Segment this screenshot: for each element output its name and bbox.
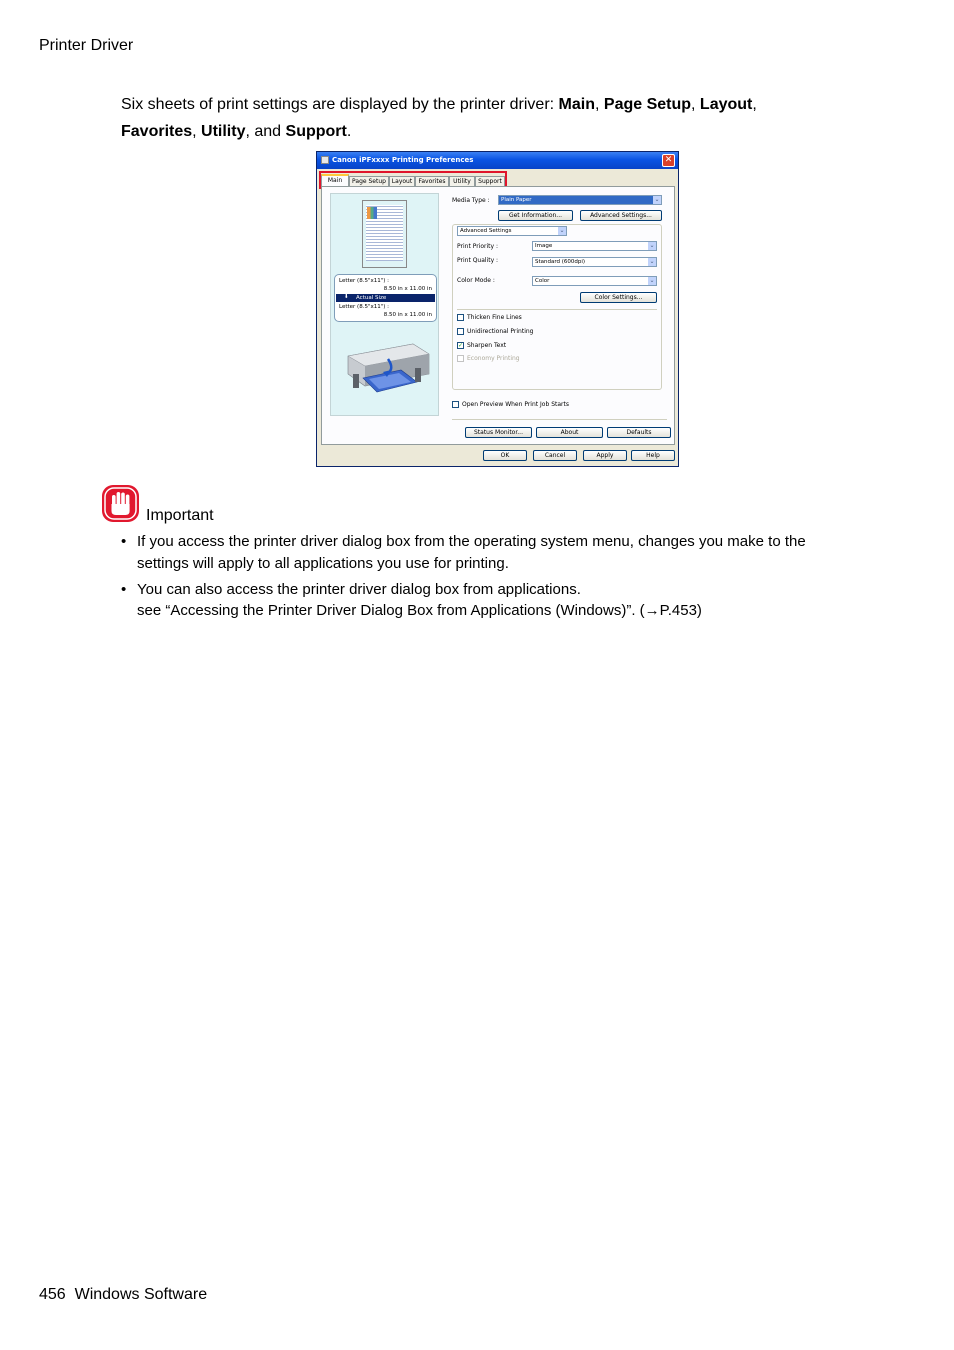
sheet-name-support: Support <box>285 123 347 140</box>
cross-reference: see “Accessing the Printer Driver Dialog Box from Applications (Windows)”. (→P.453) <box>137 602 702 619</box>
ok-button[interactable]: OK <box>483 450 527 461</box>
color-mode-value: Color <box>535 278 550 284</box>
tab-favorites[interactable]: Favorites <box>415 176 449 186</box>
about-button[interactable]: About <box>536 427 603 438</box>
page-preview-thumbnail <box>362 200 407 268</box>
separator: , <box>192 123 202 140</box>
sheet-name-layout: Layout <box>699 96 753 113</box>
print-priority-value: Image <box>535 243 553 249</box>
dialog-title: Canon iPFxxxx Printing Preferences <box>332 156 474 164</box>
bullet-text-line: You can also access the printer driver dialog box from applications. <box>137 581 581 598</box>
apply-button[interactable]: Apply <box>583 450 627 461</box>
sheet-name-page-setup: Page Setup <box>603 96 692 113</box>
help-button[interactable]: Help <box>631 450 675 461</box>
output-size-label: Letter (8.5"x11") : <box>339 304 390 310</box>
separator: , <box>691 96 700 113</box>
bullet-marker: • <box>121 533 127 550</box>
media-type-label: Media Type : <box>452 197 490 204</box>
sharpen-text-label: Sharpen Text <box>467 342 507 349</box>
chevron-down-icon: ⌄ <box>654 196 660 203</box>
thicken-fine-lines-checkbox[interactable] <box>457 314 464 321</box>
sharpen-text-checkbox[interactable]: ✓ <box>458 342 464 349</box>
important-title: Important <box>146 507 214 524</box>
divider <box>457 309 657 310</box>
economy-printing-label: Economy Printing <box>467 355 520 362</box>
important-hand-icon <box>101 484 140 523</box>
settings-mode-select[interactable] <box>457 226 567 236</box>
advanced-settings-button[interactable]: Advanced Settings... <box>580 210 662 221</box>
sheet-name-favorites: Favorites <box>121 123 193 140</box>
chevron-down-icon: ⌄ <box>649 258 655 265</box>
tab-layout[interactable]: Layout <box>389 176 415 186</box>
unidirectional-printing-checkbox[interactable] <box>457 328 464 335</box>
chevron-down-icon: ⌄ <box>649 242 655 249</box>
intro-text: Six sheets of print settings are displayed by the printer driver: <box>121 96 559 113</box>
open-preview-label: Open Preview When Print Job Starts <box>462 401 569 408</box>
printer-icon <box>321 156 329 164</box>
defaults-button[interactable]: Defaults <box>607 427 671 438</box>
paper-size-box <box>334 274 437 322</box>
print-priority-select[interactable] <box>532 241 657 251</box>
output-size-value: 8.50 in x 11.00 in <box>383 312 432 318</box>
chevron-down-icon: ⌄ <box>649 277 655 284</box>
footer-section: Windows Software <box>74 1286 208 1303</box>
print-quality-select[interactable] <box>532 257 657 267</box>
print-priority-label: Print Priority : <box>457 243 498 250</box>
print-quality-value: Standard (600dpi) <box>535 259 586 265</box>
input-size-value: 8.50 in x 11.00 in <box>383 286 432 292</box>
tab-main[interactable]: Main <box>321 174 349 187</box>
main-sheet-panel <box>321 186 675 445</box>
image-icon <box>367 207 377 219</box>
status-monitor-button[interactable]: Status Monitor... <box>465 427 532 438</box>
economy-printing-checkbox <box>457 355 464 362</box>
separator: , <box>595 96 604 113</box>
thicken-fine-lines-label: Thicken Fine Lines <box>467 314 522 321</box>
tab-support[interactable]: Support <box>475 176 505 186</box>
separator: , <box>752 96 757 113</box>
scaling-selection[interactable] <box>336 294 435 302</box>
scaling-label: Actual Size <box>356 295 387 301</box>
divider <box>452 419 667 420</box>
dialog-titlebar[interactable] <box>317 152 678 169</box>
printing-preferences-dialog <box>316 151 679 467</box>
open-preview-checkbox[interactable] <box>452 401 459 408</box>
close-button[interactable]: ✕ <box>662 154 675 167</box>
cancel-button[interactable]: Cancel <box>533 450 577 461</box>
arrow-down-icon: ⬇ <box>344 294 349 300</box>
get-information-button[interactable]: Get Information... <box>498 210 573 221</box>
color-mode-select[interactable] <box>532 276 657 286</box>
color-settings-button[interactable]: Color Settings... <box>580 292 657 303</box>
input-size-label: Letter (8.5"x11") : <box>339 278 390 284</box>
preview-area <box>330 193 439 416</box>
sheet-name-utility: Utility <box>201 123 246 140</box>
page-number: 456 <box>39 1286 66 1303</box>
print-quality-label: Print Quality : <box>457 257 499 264</box>
intro-paragraph <box>121 91 881 145</box>
sheet-name-main: Main <box>558 96 595 113</box>
separator: , and <box>245 123 286 140</box>
bullet-text-line: If you access the printer driver dialog box from the operating system menu, changes you make to the <box>137 533 806 550</box>
color-mode-label: Color Mode : <box>457 277 495 284</box>
tab-page-setup[interactable]: Page Setup <box>349 176 389 186</box>
settings-mode-value: Advanced Settings <box>460 228 512 234</box>
running-header: Printer Driver <box>39 37 134 54</box>
page-footer <box>39 1286 207 1304</box>
separator: . <box>346 123 352 140</box>
media-type-value: Plain Paper <box>501 197 532 203</box>
unidirectional-printing-label: Unidirectional Printing <box>467 328 534 335</box>
list-item <box>121 579 881 623</box>
chevron-down-icon: ⌄ <box>559 227 565 234</box>
tab-utility[interactable]: Utility <box>449 176 475 186</box>
bullet-text-line: settings will apply to all applications you use for printing. <box>137 555 509 572</box>
bullet-marker: • <box>121 581 127 598</box>
list-item <box>121 531 881 575</box>
printer-illustration <box>343 334 433 396</box>
media-type-select[interactable] <box>498 195 662 205</box>
